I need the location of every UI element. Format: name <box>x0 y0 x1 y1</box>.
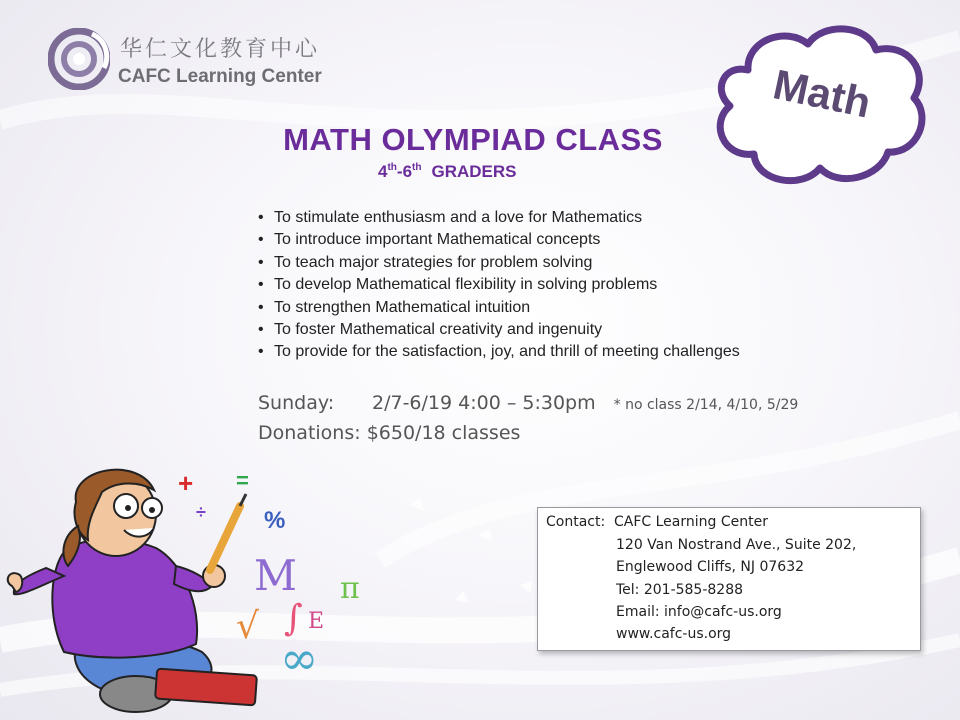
goal-item: • To stimulate enthusiasm and a love for Mathematics <box>258 207 740 229</box>
schedule-dates-time: 2/7-6/19 4:00 – 5:30pm <box>372 392 596 414</box>
goal-item: • To develop Mathematical flexibility in solving problems <box>258 274 740 296</box>
swirl-logo-icon <box>48 28 110 90</box>
grade-to: -6 <box>396 162 413 181</box>
svg-text:%: % <box>264 507 286 534</box>
svg-text:M: M <box>254 551 298 600</box>
svg-text:∫: ∫ <box>284 598 303 639</box>
donation-label: Donations: <box>258 422 361 444</box>
goal-item: • To teach major strategies for problem solving <box>258 252 740 274</box>
svg-text:∞: ∞ <box>280 631 319 680</box>
goal-item: • To strengthen Mathematical intuition <box>258 297 740 319</box>
grade-from-suffix: th <box>387 162 397 173</box>
contact-address-line1: 120 Van Nostrand Ave., Suite 202, <box>616 537 857 553</box>
math-symbols-illustration <box>170 470 370 680</box>
logo-chinese-name: 华仁文化教育中心 <box>120 37 321 62</box>
schedule-no-class-note: * no class 2/14, 4/10, 5/29 <box>613 397 799 413</box>
svg-text:÷: ÷ <box>196 502 206 522</box>
grade-to-suffix: th <box>412 162 422 173</box>
schedule-line <box>258 392 798 414</box>
grade-label: GRADERS <box>431 162 517 181</box>
goal-item: • To introduce important Mathematical concepts <box>258 229 740 251</box>
logo-english-name: CAFC Learning Center <box>118 66 322 87</box>
donation-line <box>258 422 520 444</box>
svg-text:+: + <box>178 470 194 498</box>
contact-label: Contact: <box>546 514 606 530</box>
grade-from: 4 <box>378 162 388 181</box>
svg-text:E: E <box>308 609 325 634</box>
contact-website[interactable]: www.cafc-us.org <box>616 626 732 642</box>
svg-text:π: π <box>340 571 360 606</box>
donation-value: $650/18 classes <box>366 422 521 444</box>
contact-address-line2: Englewood Cliffs, NJ 07632 <box>616 559 805 575</box>
goal-item: • To foster Mathematical creativity and ingenuity <box>258 319 740 341</box>
grade-range <box>378 162 517 182</box>
goal-item: • To provide for the satisfaction, joy, and thrill of meeting challenges <box>258 341 740 363</box>
contact-phone: Tel: 201-585-8288 <box>616 582 744 598</box>
svg-text:√: √ <box>236 606 259 647</box>
cafc-logo <box>48 28 358 92</box>
page-title: MATH OLYMPIAD CLASS <box>283 122 663 157</box>
math-badge-text: Math <box>769 60 875 127</box>
contact-email[interactable]: Email: info@cafc-us.org <box>616 604 782 620</box>
svg-text:=: = <box>236 470 249 493</box>
goals-list <box>258 207 740 364</box>
contact-box <box>537 507 921 651</box>
schedule-day-label: Sunday: <box>258 392 335 414</box>
contact-org: CAFC Learning Center <box>614 514 768 530</box>
